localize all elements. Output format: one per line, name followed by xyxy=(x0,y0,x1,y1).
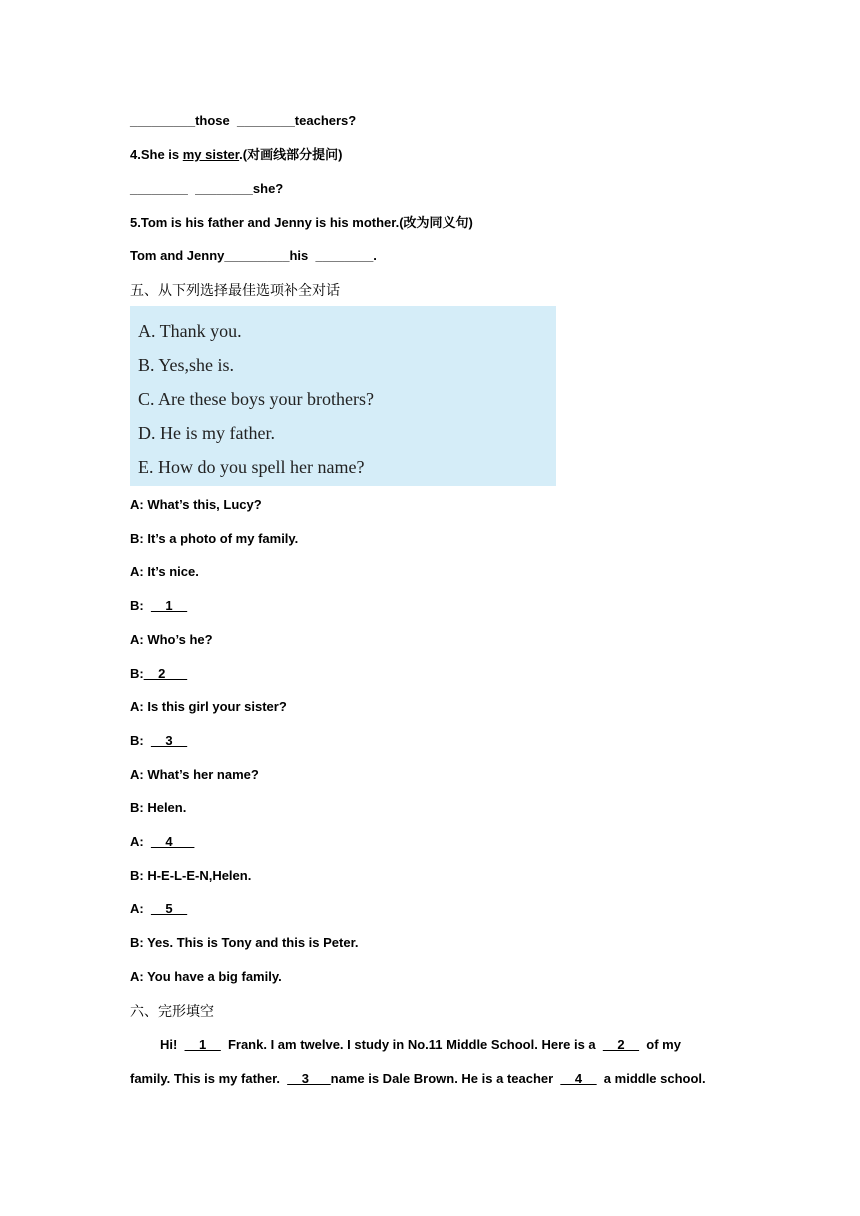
q4-suffix: .(对画线部分提问) xyxy=(239,147,343,162)
dialogue-text: A: xyxy=(130,901,151,916)
dialogue-text: B: xyxy=(130,733,151,748)
dialogue-blank: __1__ xyxy=(150,598,188,613)
option-e: E. How do you spell her name? xyxy=(138,457,365,477)
cloze-text: a middle school. xyxy=(596,1071,706,1086)
dialogue-line xyxy=(130,834,194,850)
cloze-blank-1: __1__ xyxy=(184,1037,221,1052)
q4-underlined: my sister xyxy=(182,147,240,162)
dialogue-text: B: Helen. xyxy=(130,800,187,815)
q3-answer-line: _________those ________teachers? xyxy=(130,113,357,128)
dialogue-blank: __4___ xyxy=(150,834,195,849)
cloze-blank-2: __2__ xyxy=(602,1037,640,1052)
dialogue-line xyxy=(130,767,259,783)
question-5: 5.Tom is his father and Jenny is his mother.(改为同义句) xyxy=(130,215,473,230)
dialogue-text: A: It’s nice. xyxy=(130,564,199,579)
q4-prefix: 4.She is xyxy=(130,147,183,162)
dialogue-line xyxy=(130,699,287,715)
dialogue-line xyxy=(130,969,282,985)
cloze-blank-4: __4__ xyxy=(560,1071,597,1086)
dialogue-blank: __2___ xyxy=(143,666,188,681)
cloze-line-2 xyxy=(130,1071,706,1087)
dialogue-blank: __3__ xyxy=(150,733,188,748)
dialogue-text: B: It’s a photo of my family. xyxy=(130,531,299,546)
dialogue-line xyxy=(130,497,262,513)
cloze-text: Hi! xyxy=(160,1037,185,1052)
dialogue-line xyxy=(130,564,199,580)
dialogue-text: A: xyxy=(130,834,151,849)
cloze-text: of my xyxy=(639,1037,681,1052)
dialogue-text: A: What’s her name? xyxy=(130,767,259,782)
cloze-blank-3: __3___ xyxy=(287,1071,331,1086)
dialogue-text: A: Who’s he? xyxy=(130,632,213,647)
question-4 xyxy=(130,147,342,163)
dialogue-line xyxy=(130,531,298,547)
section-5-heading: 五、从下列选择最佳选项补全对话 xyxy=(130,282,340,298)
dialogue-line xyxy=(130,868,251,884)
dialogue-line xyxy=(130,666,187,682)
cloze-text: name is Dale Brown. He is a teacher xyxy=(330,1071,561,1086)
dialogue-line xyxy=(130,598,187,614)
cloze-text: Frank. I am twelve. I study in No.11 Middle School. Here is a xyxy=(220,1037,603,1052)
dialogue-line xyxy=(130,733,187,749)
dialogue-line xyxy=(130,632,213,648)
cloze-line-1 xyxy=(160,1037,681,1053)
option-a: A. Thank you. xyxy=(138,321,242,341)
options-box xyxy=(130,306,556,486)
dialogue-blank: __5__ xyxy=(150,901,188,916)
option-c: C. Are these boys your brothers? xyxy=(138,389,374,409)
option-b: B. Yes,she is. xyxy=(138,355,235,375)
q5-answer-line: Tom and Jenny_________his ________. xyxy=(130,248,377,263)
q4-answer-line: ________ ________she? xyxy=(130,181,284,196)
option-d: D. He is my father. xyxy=(138,423,275,443)
cloze-text: family. This is my father. xyxy=(130,1071,288,1086)
dialogue-line xyxy=(130,901,187,917)
dialogue-text: B: xyxy=(130,666,144,681)
dialogue-text: B: H-E-L-E-N,Helen. xyxy=(130,868,252,883)
dialogue-line xyxy=(130,935,359,951)
dialogue-text: B: xyxy=(130,598,151,613)
section-6-heading: 六、完形填空 xyxy=(130,1003,214,1019)
dialogue-text: A: You have a big family. xyxy=(130,969,282,984)
dialogue-text: A: What’s this, Lucy? xyxy=(130,497,262,512)
dialogue-text: B: Yes. This is Tony and this is Peter. xyxy=(130,935,359,950)
dialogue-line xyxy=(130,800,186,816)
dialogue-text: A: Is this girl your sister? xyxy=(130,699,287,714)
